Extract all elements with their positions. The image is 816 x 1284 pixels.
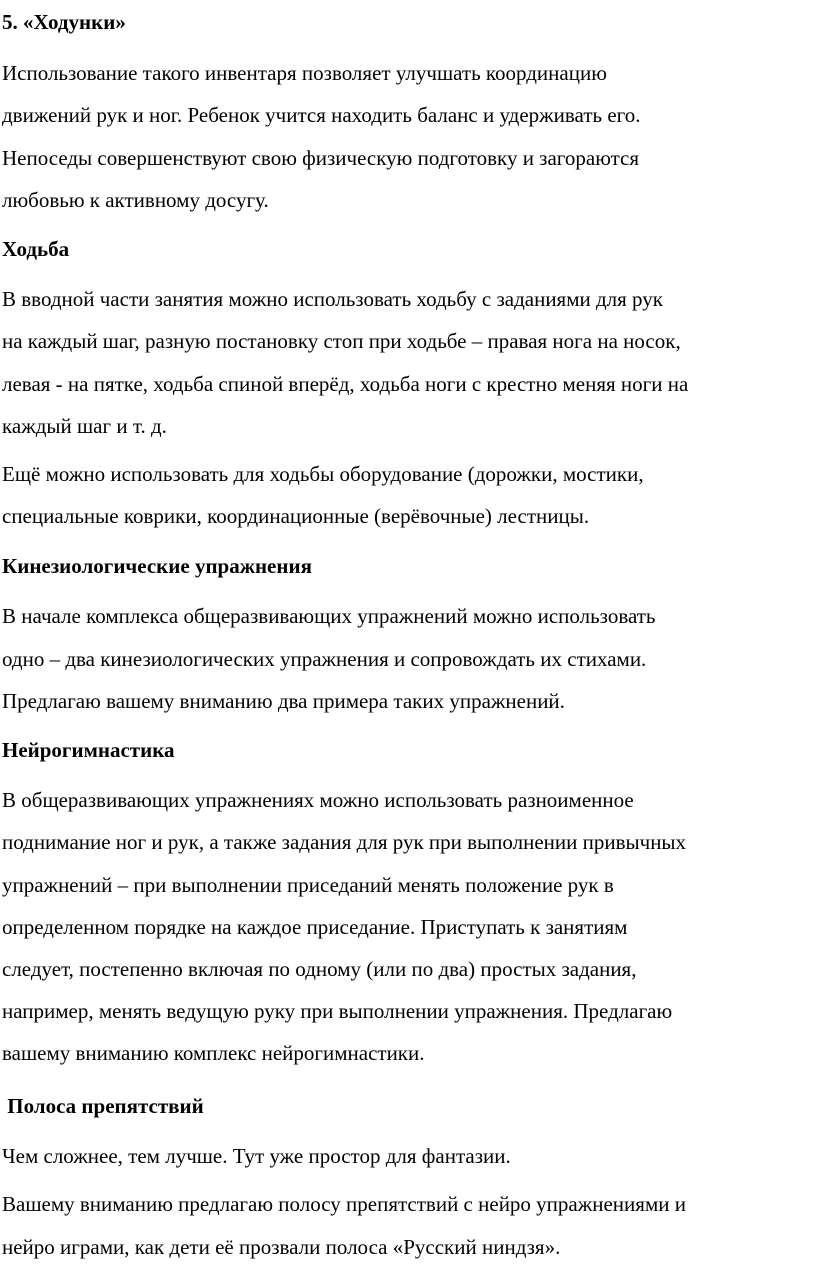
paragraph-line: В начале комплекса общеразвивающих упражнений можно использовать <box>2 604 656 628</box>
section-heading-walking: Ходьба <box>2 237 70 261</box>
paragraph-line: определенном порядке на каждое приседание. Приступать к занятиям <box>2 915 628 939</box>
paragraph-line: на каждый шаг, разную постановку стоп при ходьбе – правая нога на носок, <box>2 329 681 353</box>
paragraph-line: вашему вниманию комплекс нейрогимнастики. <box>2 1041 425 1065</box>
paragraph-line: Вашему вниманию предлагаю полосу препятствий с нейро упражнениями и <box>2 1192 686 1216</box>
section-heading-obstacle-course: Полоса препятствий <box>2 1094 204 1118</box>
paragraph-line: Ещё можно использовать для ходьбы оборудование (дорожки, мостики, <box>2 462 644 486</box>
paragraph-line: В вводной части занятия можно использовать ходьбу с заданиями для рук <box>2 287 663 311</box>
paragraph-line: например, менять ведущую руку при выполнении упражнения. Предлагаю <box>2 999 673 1023</box>
paragraph-line: любовью к активному досугу. <box>2 188 269 212</box>
paragraph-line: поднимание ног и рук, а также задания для рук при выполнении привычных <box>2 830 687 854</box>
paragraph-line: нейро играми, как дети её прозвали полоса «Русский ниндзя». <box>2 1235 561 1259</box>
section-heading-walkers: 5. «Ходунки» <box>2 10 126 34</box>
paragraph-line: одно – два кинезиологических упражнения и сопровождать их стихами. <box>2 647 647 671</box>
section-heading-kinesiology: Кинезиологические упражнения <box>2 554 312 578</box>
paragraph-line: специальные коврики, координационные (верёвочные) лестницы. <box>2 504 590 528</box>
paragraph-line: Предлагаю вашему вниманию два примера таких упражнений. <box>2 689 565 713</box>
paragraph-line: движений рук и ног. Ребенок учится находить баланс и удерживать его. <box>2 103 641 127</box>
paragraph-line: Чем сложнее, тем лучше. Тут уже простор для фантазии. <box>2 1144 511 1168</box>
paragraph-line: упражнений – при выполнении приседаний менять положение рук в <box>2 873 614 897</box>
paragraph-line: Непоседы совершенствуют свою физическую подготовку и загораются <box>2 146 640 170</box>
paragraph-line: В общеразвивающих упражнениях можно использовать разноименное <box>2 788 634 812</box>
section-heading-neurogymnastics: Нейрогимнастика <box>2 738 175 762</box>
paragraph-line: следует, постепенно включая по одному (или по два) простых задания, <box>2 957 637 981</box>
paragraph-line: Использование такого инвентаря позволяет улучшать координацию <box>2 61 607 85</box>
paragraph-line: левая - на пятке, ходьба спиной вперёд, ходьба ноги с крестно меняя ноги на <box>2 372 689 396</box>
paragraph-line: каждый шаг и т. д. <box>2 414 167 438</box>
